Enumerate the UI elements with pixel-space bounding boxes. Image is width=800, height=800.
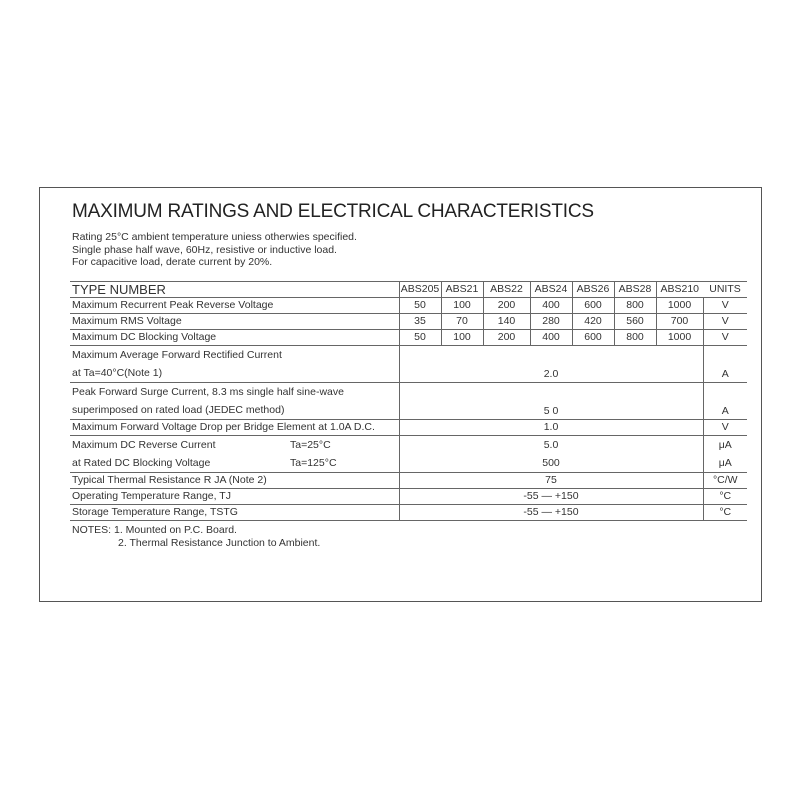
unit-line: μA	[718, 439, 732, 451]
condition-label: Ta=25°C	[290, 439, 331, 451]
unit-cell: °C	[703, 489, 747, 505]
model-header: ABS26	[572, 282, 614, 298]
table-cell: 420	[572, 314, 614, 330]
intro-line: Rating 25°C ambient temperature uniess otherwies specified.	[72, 231, 357, 243]
table-cell: 140	[483, 314, 530, 330]
parameter-label	[70, 346, 399, 383]
table-row	[70, 383, 747, 420]
value-line: 500	[542, 457, 560, 469]
page-title: MAXIMUM RATINGS AND ELECTRICAL CHARACTERISTICS	[72, 201, 594, 222]
table-cell: 1000	[656, 298, 703, 314]
parameter-label: Operating Temperature Range, TJ	[70, 489, 399, 505]
table-cell: 35	[399, 314, 441, 330]
unit-line: μA	[718, 457, 732, 469]
table-cell: 800	[614, 330, 656, 346]
table-cell: 280	[530, 314, 572, 330]
model-header: ABS21	[441, 282, 483, 298]
table-row	[70, 330, 747, 346]
model-header: ABS205	[399, 282, 441, 298]
table-cell: 50	[399, 298, 441, 314]
units-header: UNITS	[703, 282, 747, 298]
model-header: ABS28	[614, 282, 656, 298]
table-row	[70, 298, 747, 314]
table-row	[70, 314, 747, 330]
label-line	[72, 436, 399, 454]
note-line: NOTES: 1. Mounted on P.C. Board.	[72, 524, 237, 536]
table-row	[70, 505, 747, 521]
table-cell: 50	[399, 330, 441, 346]
table-cell	[399, 436, 703, 473]
table-cell: 70	[441, 314, 483, 330]
table-cell: 200	[483, 298, 530, 314]
parameter-label: Maximum DC Blocking Voltage	[70, 330, 399, 346]
table-row	[70, 420, 747, 436]
table-cell: 2.0	[399, 346, 703, 383]
table-cell: 100	[441, 298, 483, 314]
parameter-label: Maximum RMS Voltage	[70, 314, 399, 330]
note-line: 2. Thermal Resistance Junction to Ambient.	[118, 537, 321, 549]
ratings-table	[70, 281, 747, 521]
label-line: Maximum Average Forward Rectified Current	[72, 349, 282, 361]
datasheet-panel	[39, 187, 762, 602]
table-cell: 700	[656, 314, 703, 330]
table-cell: -55 — +150	[399, 489, 703, 505]
table-cell: 200	[483, 330, 530, 346]
table-cell: 400	[530, 330, 572, 346]
rating-conditions	[72, 231, 357, 269]
table-header-row	[70, 282, 747, 298]
table-cell: 800	[614, 298, 656, 314]
table-cell: 75	[399, 473, 703, 489]
table-cell: 100	[441, 330, 483, 346]
unit-cell: A	[703, 346, 747, 383]
label-line: Peak Forward Surge Current, 8.3 ms single half sine-wave	[72, 386, 344, 398]
parameter-label: Storage Temperature Range, TSTG	[70, 505, 399, 521]
parameter-label	[70, 436, 399, 473]
model-header: ABS22	[483, 282, 530, 298]
intro-line: For capacitive load, derate current by 20%.	[72, 256, 273, 268]
unit-cell: V	[703, 330, 747, 346]
table-cell: -55 — +150	[399, 505, 703, 521]
reverse-current-label: Maximum DC Reverse Current	[72, 439, 216, 451]
unit-cell: °C/W	[703, 473, 747, 489]
type-number-header: TYPE NUMBER	[70, 282, 399, 298]
table-cell: 400	[530, 298, 572, 314]
table-cell: 1.0	[399, 420, 703, 436]
unit-cell: V	[703, 314, 747, 330]
parameter-label	[70, 383, 399, 420]
table-cell: 1000	[656, 330, 703, 346]
table-row	[70, 346, 747, 383]
parameter-label: Maximum Forward Voltage Drop per Bridge Element at 1.0A D.C.	[70, 420, 399, 436]
table-cell: 560	[614, 314, 656, 330]
table-row	[70, 489, 747, 505]
table-cell: 600	[572, 330, 614, 346]
condition-label: Ta=125°C	[290, 457, 337, 469]
table-row	[70, 436, 747, 473]
model-header: ABS210	[656, 282, 703, 298]
table-cell: 5 0	[399, 383, 703, 420]
table-row	[70, 473, 747, 489]
label-line: at Ta=40°C(Note 1)	[72, 367, 163, 379]
unit-cell	[703, 436, 747, 473]
parameter-label: Maximum Recurrent Peak Reverse Voltage	[70, 298, 399, 314]
label-line	[72, 454, 399, 472]
value-line: 5.0	[543, 439, 559, 451]
unit-cell: °C	[703, 505, 747, 521]
intro-line: Single phase half wave, 60Hz, resistive or inductive load.	[72, 243, 337, 256]
blocking-voltage-label: at Rated DC Blocking Voltage	[72, 457, 211, 469]
unit-cell: V	[703, 298, 747, 314]
notes	[72, 524, 320, 550]
parameter-label: Typical Thermal Resistance R JA (Note 2)	[70, 473, 399, 489]
unit-cell: A	[703, 383, 747, 420]
unit-cell: V	[703, 420, 747, 436]
model-header: ABS24	[530, 282, 572, 298]
table-cell: 600	[572, 298, 614, 314]
label-line: superimposed on rated load (JEDEC method)	[72, 404, 285, 416]
